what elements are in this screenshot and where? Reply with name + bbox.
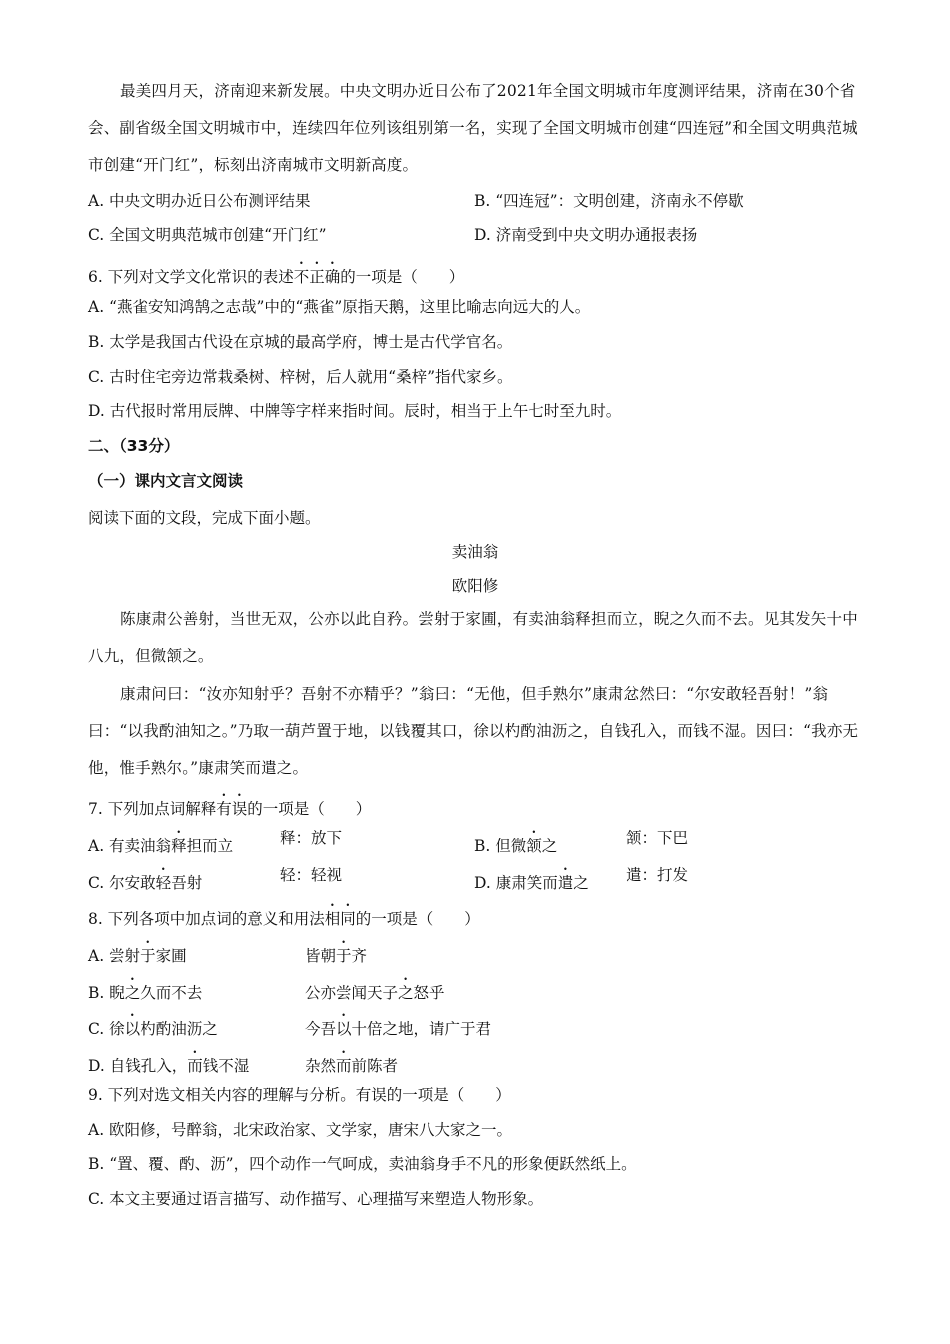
q9-stem: 9. 下列对选文相关内容的理解与分析。有误的一项是（ ）: [88, 1086, 511, 1104]
q8-c-l-pre: C. 徐: [88, 1020, 125, 1038]
q6-stem-post: 的一项是（ ）: [340, 268, 465, 286]
q8-option-c-left: [88, 1011, 218, 1039]
q8-c-r-dot: 以: [336, 1020, 352, 1038]
q7-stem-post: 的一项是（ ）: [247, 800, 372, 818]
q8-c-r-post: 十倍之地，请广于君: [351, 1020, 492, 1038]
q8-option-d-right: [305, 1048, 398, 1076]
q8-option-c-right: [305, 1011, 491, 1039]
q7-option-d: [474, 865, 589, 893]
q9-option-a: A. 欧阳修，号醉翁，北宋政治家、文学家，唐宋八大家之一。: [88, 1121, 513, 1139]
section-2-heading: 二、（33分）: [88, 437, 180, 455]
q8-d-l-post: 钱不湿: [202, 1057, 250, 1075]
q6-stem-pre: 6. 下列对文学文化常识的表述: [88, 268, 294, 286]
q8-option-b-right: [305, 975, 445, 1003]
q7-d-post: 之: [573, 874, 589, 892]
passage-paragraph-1: 陈康肃公善射，当世无双，公亦以此自矜。尝射于家圃，有卖油翁释担而立，睨之久而不去。见其发矢十中八九，但微颔之。: [88, 610, 858, 665]
q6-option-d: D. 古代报时常用辰牌、中牌等字样来指时间。辰时，相当于上午七时至九时。: [88, 402, 622, 420]
q8-a-l-dot: 于: [140, 947, 156, 965]
q8-d-l-dot: 而: [187, 1057, 203, 1075]
q8-d-r-post: 前陈者: [351, 1057, 399, 1075]
reading-instruction: 阅读下面的文段，完成下面小题。: [88, 509, 321, 527]
q7-b-dot: 颔: [526, 837, 542, 855]
q7-option-c: [88, 865, 202, 893]
text-title: 卖油翁: [451, 543, 499, 561]
q8-option-a-left: [88, 938, 187, 966]
q7-d-pre: D. 康肃笑而: [474, 874, 558, 892]
q8-c-l-post: 杓酌油沥之: [140, 1020, 218, 1038]
q8-b-l-dot: 之: [124, 984, 141, 1002]
q7-c-pre: C. 尔安敢: [88, 874, 156, 892]
passage-paragraph-2: 康肃问曰：“汝亦知射乎？吾射不亦精乎？”翁曰：“无他，但手熟尔”康肃忿然曰：“尔安敢轻吾射！”翁曰：“以我酌油知之。”乃取一葫芦置于地，以钱覆其口，徐以杓酌油沥之，自钱孔入，而钱不湿。因曰：“我亦无他，惟手熟尔。”康肃笑而遣之。: [88, 685, 859, 777]
q8-a-r-dot: 于: [336, 947, 352, 965]
q7-option-d-gloss: 遣：打发: [626, 866, 689, 884]
q8-a-r-post: 齐: [351, 947, 368, 965]
q8-d-r-dot: 而: [336, 1057, 352, 1075]
q5-option-b: B. “四连冠”：文明创建，济南永不停歇: [474, 192, 744, 210]
q7-c-dot: 轻: [155, 874, 172, 892]
q8-stem: [88, 901, 480, 929]
q6-option-c: C. 古时住宅旁边常栽桑树、梓树，后人就用“桑梓”指代家乡。: [88, 368, 513, 386]
q7-b-post: 之: [541, 837, 558, 855]
q8-a-l-post: 家圃: [155, 947, 187, 965]
q8-option-a-right: [305, 938, 367, 966]
q8-d-l-pre: D. 自钱孔入，: [88, 1057, 188, 1075]
q7-d-dot: 遣: [557, 874, 574, 892]
q8-b-l-pre: B. 睨: [88, 984, 125, 1002]
text-author: 欧阳修: [451, 577, 499, 595]
q8-b-r-post: 怒乎: [413, 984, 445, 1002]
q7-stem-pre: 7. 下列加点词解释: [88, 800, 217, 818]
q8-c-l-dot: 以: [124, 1020, 141, 1038]
q5-option-c: C. 全国文明典范城市创建“开门红”: [88, 226, 327, 244]
q7-c-post: 吾射: [171, 874, 203, 892]
q7-stem: [88, 791, 371, 819]
q7-option-b: [474, 828, 557, 856]
q6-stem-emphasis: 不正确: [293, 268, 341, 286]
q8-stem-post: 的一项是（ ）: [355, 910, 480, 928]
intro-paragraph: 最美四月天，济南迎来新发展。中央文明办近日公布了2021年全国文明城市年度测评结果，济南在30个省会、副省级全国文明城市中，连续四年位列该组别第一名，实现了全国文明城市创建“四连冠”和全国文明典范城市创建“开门红”，标刻出济南城市文明新高度。: [88, 82, 858, 174]
q7-b-pre: B. 但微: [474, 837, 527, 855]
q9-option-c: C. 本文主要通过语言描写、动作描写、心理描写来塑造人物形象。: [88, 1190, 544, 1208]
q7-a-pre: A. 有卖油翁: [88, 837, 172, 855]
subsection-1-heading: （一）课内文言文阅读: [88, 472, 244, 490]
q8-d-r-pre: 杂然: [305, 1057, 337, 1075]
q7-stem-emphasis: 有误: [216, 800, 248, 818]
q8-option-b-left: [88, 975, 202, 1003]
q8-stem-emphasis: 相同: [324, 910, 356, 928]
q7-option-c-gloss: 轻：轻视: [280, 866, 343, 884]
q6-option-b: B. 太学是我国古代设在京城的最高学府，博士是古代学官名。: [88, 333, 513, 351]
q8-c-r-pre: 今吾: [305, 1020, 337, 1038]
q5-option-d: D. 济南受到中央文明办通报表扬: [474, 226, 698, 244]
q7-a-dot: 释: [171, 837, 187, 855]
q8-b-r-dot: 之: [398, 984, 414, 1002]
q8-b-l-post: 久而不去: [140, 984, 203, 1002]
q7-option-a-gloss: 释：放下: [280, 829, 343, 847]
q8-stem-pre: 8. 下列各项中加点词的意义和用法: [88, 910, 325, 928]
q6-stem: [88, 259, 464, 287]
q8-option-d-left: [88, 1048, 249, 1076]
q8-b-r-pre: 公亦尝闻天子: [305, 984, 399, 1002]
q7-a-post: 担而立: [186, 837, 234, 855]
q9-option-b: B. “置、覆、酌、沥”，四个动作一气呵成，卖油翁身手不凡的形象便跃然纸上。: [88, 1155, 637, 1173]
q6-option-a: A. “燕雀安知鸿鹄之志哉”中的“燕雀”原指天鹅，这里比喻志向远大的人。: [88, 298, 591, 316]
q7-option-a: [88, 828, 233, 856]
q8-a-r-pre: 皆朝: [305, 947, 337, 965]
q7-option-b-gloss: 颔：下巴: [626, 829, 689, 847]
q5-option-a: A. 中央文明办近日公布测评结果: [88, 192, 311, 210]
q8-a-l-pre: A. 尝射: [88, 947, 141, 965]
